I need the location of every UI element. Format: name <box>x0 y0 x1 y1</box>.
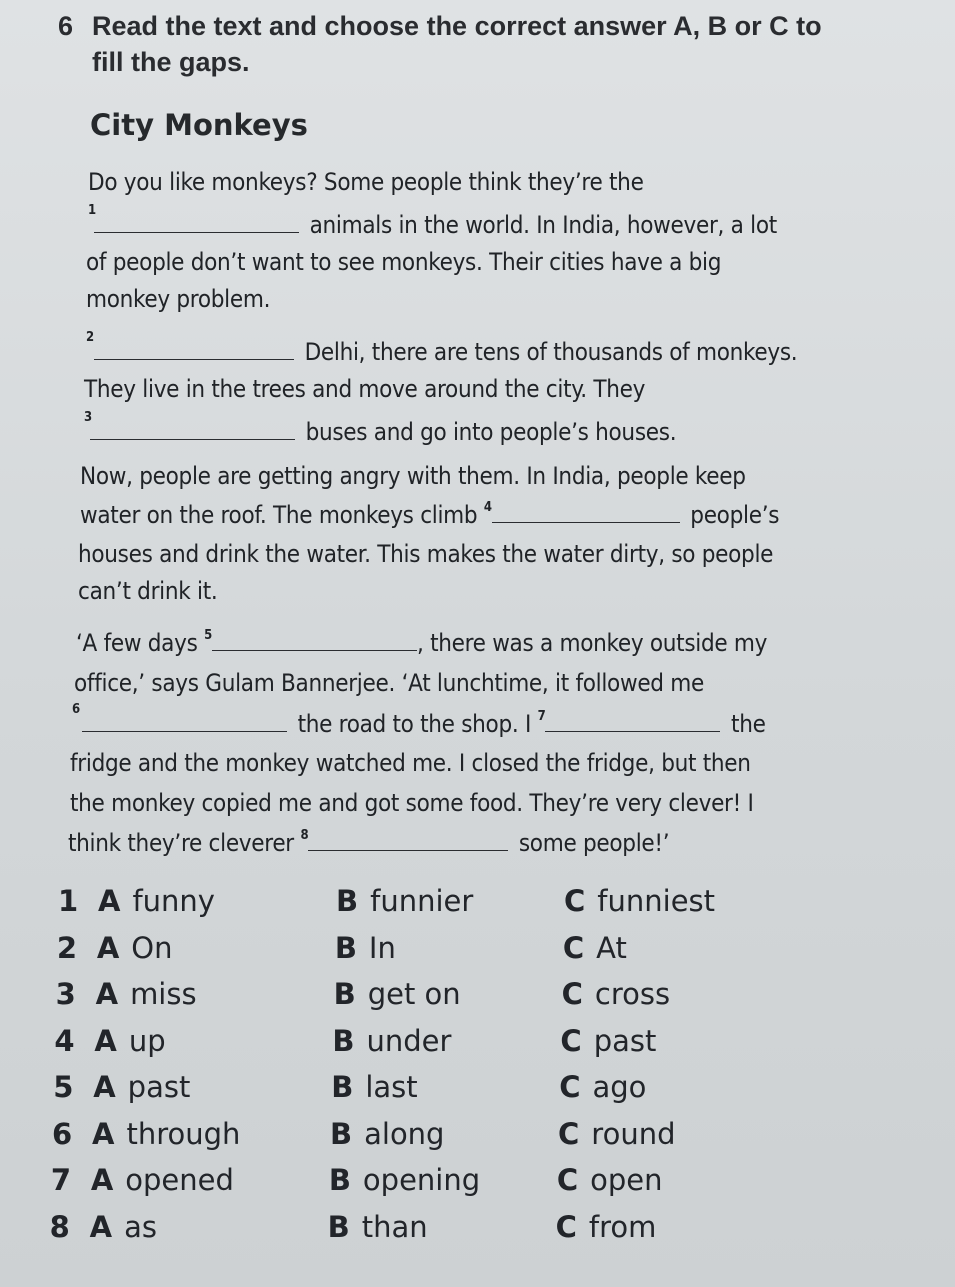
paragraph-line <box>88 203 777 244</box>
paragraph-line: of people don’t want to see monkeys. Their cities have a big <box>86 248 722 276</box>
option-row <box>51 1163 811 1210</box>
option-text: ago <box>592 1070 647 1104</box>
paragraph-line <box>80 496 779 539</box>
option-letter: A <box>98 884 121 918</box>
option-text: funnier <box>370 884 474 918</box>
option-row <box>52 1117 812 1164</box>
exercise-number: 6 <box>58 11 74 41</box>
paragraph-line <box>86 330 798 371</box>
paragraph-text: people’s <box>690 501 780 529</box>
question-number: 1 <box>58 884 79 918</box>
option-letter: A <box>96 930 120 965</box>
paragraph-line: monkey problem. <box>86 285 271 313</box>
option-b[interactable] <box>336 884 473 918</box>
paragraph-text: animals in the world. In India, however, a lot <box>309 211 777 239</box>
option-letter: B <box>334 930 357 965</box>
option-c[interactable] <box>558 1117 676 1151</box>
question-number: 8 <box>49 1209 70 1244</box>
gap-number: 4 <box>483 500 492 515</box>
option-letter: B <box>331 1070 354 1104</box>
option-letter: A <box>95 977 119 1011</box>
option-a[interactable] <box>96 977 197 1011</box>
option-text: past <box>127 1070 191 1104</box>
option-letter: C <box>558 1116 580 1151</box>
answer-gap[interactable] <box>492 502 680 523</box>
option-text: funny <box>132 884 215 918</box>
option-text: opening <box>362 1163 481 1197</box>
gap-number: 7 <box>537 709 546 724</box>
option-letter: B <box>336 884 359 918</box>
paragraph-line <box>84 410 677 451</box>
paragraph-text: think they’re cleverer <box>68 829 294 857</box>
option-letter: C <box>555 1209 577 1244</box>
answer-gap[interactable] <box>82 711 287 732</box>
question-number: 4 <box>54 1023 75 1058</box>
option-b[interactable] <box>335 931 396 965</box>
option-letter: B <box>330 1116 353 1151</box>
option-c[interactable] <box>559 1070 646 1104</box>
question-number: 7 <box>50 1163 71 1197</box>
option-a[interactable] <box>98 884 215 918</box>
option-letter: C <box>560 1023 582 1058</box>
option-b[interactable] <box>332 1024 451 1058</box>
option-b[interactable] <box>331 1070 417 1104</box>
option-text: round <box>591 1116 676 1151</box>
answer-gap[interactable] <box>94 339 294 360</box>
paragraph-line <box>68 824 669 867</box>
paragraph-line: office,’ says Gulam Bannerjee. ‘At lunchtime, it followed me <box>74 669 705 697</box>
option-text: On <box>131 930 173 965</box>
option-letter: A <box>93 1070 116 1104</box>
gap-number: 6 <box>72 702 80 717</box>
paragraph-text: the road to the shop. I <box>297 710 532 738</box>
paragraph-text: some people!’ <box>518 829 670 857</box>
option-text: along <box>364 1116 445 1151</box>
option-letter: B <box>333 977 356 1011</box>
gap-number: 5 <box>204 628 212 643</box>
paragraph-line: can’t drink it. <box>78 577 218 605</box>
option-text: under <box>366 1023 452 1058</box>
option-c[interactable] <box>557 1163 663 1197</box>
option-row <box>57 931 817 978</box>
option-text: get on <box>367 977 461 1011</box>
answer-gap[interactable] <box>90 419 295 440</box>
answer-gap[interactable] <box>212 630 417 651</box>
paragraph-text: water on the roof. The monkeys climb <box>80 501 478 529</box>
option-text: In <box>368 930 396 965</box>
option-text: cross <box>594 977 671 1011</box>
paragraph-text: the <box>731 710 766 738</box>
paragraph-text: buses and go into people’s houses. <box>305 418 677 446</box>
option-a[interactable] <box>93 1070 190 1104</box>
question-number: 5 <box>53 1070 74 1104</box>
answer-gap[interactable] <box>545 711 720 732</box>
option-text: opened <box>125 1163 234 1197</box>
option-a[interactable] <box>91 1163 234 1197</box>
option-a[interactable] <box>92 1117 240 1151</box>
option-b[interactable] <box>328 1210 428 1244</box>
paragraph-line: the monkey copied me and got some food. They’re very clever! I <box>70 789 754 817</box>
option-letter: C <box>564 884 586 918</box>
option-letter: A <box>90 1163 114 1197</box>
option-text: as <box>124 1209 157 1244</box>
option-text: miss <box>130 977 197 1011</box>
option-c[interactable] <box>560 1024 656 1058</box>
option-text: At <box>596 930 627 965</box>
option-row <box>53 1070 813 1117</box>
text-title: City Monkeys <box>90 108 308 142</box>
option-text: than <box>361 1209 428 1244</box>
question-number: 3 <box>55 977 76 1011</box>
option-text: from <box>588 1209 657 1244</box>
paragraph-text: ‘A few days <box>76 629 198 657</box>
option-letter: C <box>562 930 585 965</box>
option-c[interactable] <box>562 977 671 1011</box>
option-a[interactable] <box>94 1024 165 1058</box>
answer-options <box>49 884 818 1256</box>
paragraph-line <box>76 624 767 667</box>
paragraph-line: Do you like monkeys? Some people think they’re the <box>88 168 644 196</box>
option-text: funniest <box>597 884 716 918</box>
paragraph-line: They live in the trees and move around the city. They <box>84 375 646 403</box>
option-a[interactable] <box>90 1210 157 1244</box>
paragraph-line: houses and drink the water. This makes the water dirty, so people <box>78 540 774 568</box>
option-row <box>50 1210 810 1257</box>
answer-gap[interactable] <box>308 830 508 851</box>
option-letter: B <box>328 1163 351 1197</box>
gap-number: 1 <box>88 203 96 218</box>
paragraph-line: Now, people are getting angry with them. In India, people keep <box>80 462 746 490</box>
option-b[interactable] <box>330 1117 444 1151</box>
option-letter: A <box>89 1209 113 1244</box>
paragraph-line <box>72 702 766 748</box>
gap-number: 2 <box>86 330 94 345</box>
option-b[interactable] <box>329 1163 480 1197</box>
option-letter: B <box>332 1023 355 1058</box>
option-letter: C <box>561 977 583 1011</box>
exercise-instruction: Read the text and choose the correct answer A, B or C to fill the gaps. <box>92 11 822 77</box>
paragraph-line: fridge and the monkey watched me. I closed the fridge, but then <box>70 749 751 777</box>
option-row <box>58 884 818 931</box>
option-text: past <box>593 1023 657 1058</box>
option-text: last <box>365 1070 418 1104</box>
question-number: 2 <box>56 930 77 965</box>
option-letter: A <box>92 1116 115 1151</box>
answer-gap[interactable] <box>94 212 299 233</box>
option-letter: C <box>556 1163 579 1197</box>
option-a[interactable] <box>97 931 173 965</box>
gap-number: 3 <box>84 410 92 425</box>
option-letter: B <box>327 1209 350 1244</box>
paragraph-text: Delhi, there are tens of thousands of monkeys. <box>304 338 798 366</box>
option-c[interactable] <box>564 884 715 918</box>
option-row <box>56 977 816 1024</box>
question-number: 6 <box>52 1116 73 1151</box>
option-text: through <box>126 1116 241 1151</box>
option-c[interactable] <box>556 1210 657 1244</box>
gap-number: 8 <box>300 828 309 843</box>
option-text: up <box>128 1023 166 1058</box>
paragraph-text: , there was a monkey outside my <box>416 629 768 657</box>
option-row <box>54 1024 814 1071</box>
option-b[interactable] <box>334 977 461 1011</box>
option-c[interactable] <box>563 931 627 965</box>
option-letter: C <box>559 1070 581 1104</box>
option-text: open <box>590 1163 663 1197</box>
option-letter: A <box>94 1023 117 1058</box>
